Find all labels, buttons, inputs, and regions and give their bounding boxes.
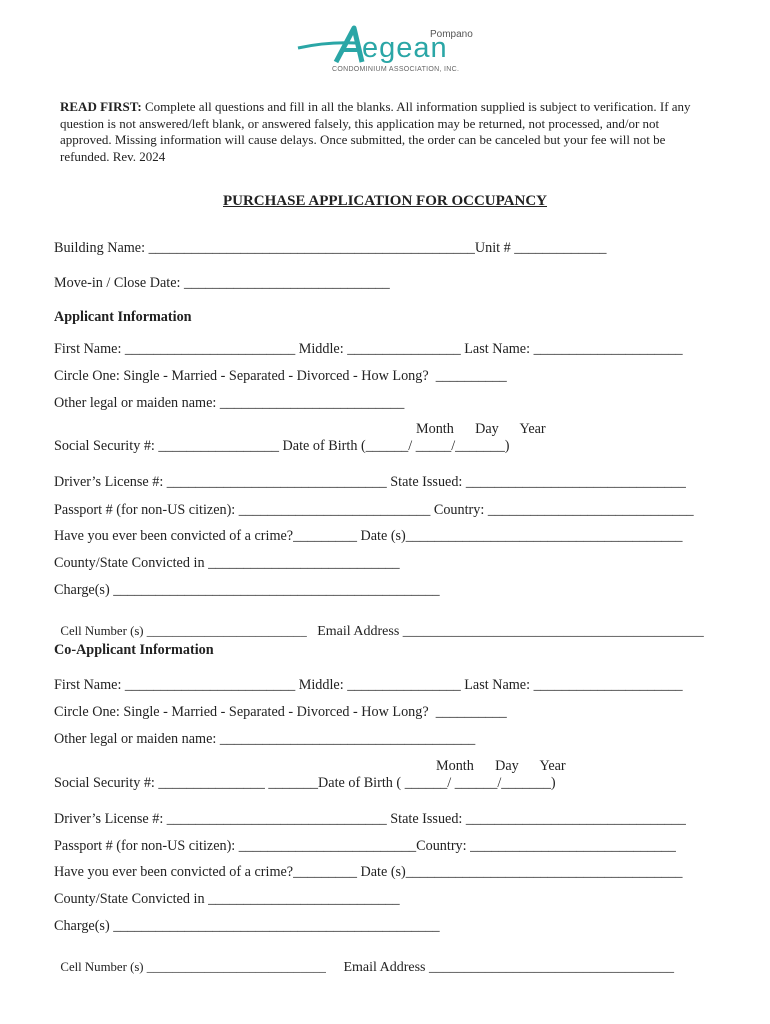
coapplicant-passport-field[interactable]: Passport # (for non-US citizen): _________________________Country: _____________________________ — [54, 838, 676, 854]
aegean-logo — [296, 22, 476, 77]
coapplicant-email-field[interactable]: Email Address ___________________________________ — [325, 960, 674, 975]
coapplicant-charges-field[interactable]: Charge(s) ______________________________________________ — [54, 918, 440, 934]
logo-subtitle-text: CONDOMINIUM ASSOCIATION, INC. — [332, 66, 460, 73]
building-unit-field[interactable]: Building Name: ______________________________________________Unit # _____________ — [54, 240, 607, 256]
page-title: PURCHASE APPLICATION FOR OCCUPANCY — [222, 193, 548, 209]
applicant-legal-name-field[interactable]: Other legal or maiden name: __________________________ — [54, 395, 405, 411]
applicant-date-header: Month Day Year — [416, 421, 546, 437]
coapplicant-marital-field[interactable]: Circle One: Single - Married - Separated - Divorced - How Long? __________ — [54, 704, 507, 720]
applicant-crime-field[interactable]: Have you ever been convicted of a crime?_________ Date (s)_______________________________________ — [54, 528, 683, 544]
read-first-label: READ FIRST: — [60, 99, 142, 114]
coapplicant-license-field[interactable]: Driver’s License #: _______________________________ State Issued: _______________________________ — [54, 811, 686, 827]
applicant-ssn-dob-field[interactable]: Social Security #: _________________ Date of Birth (______/ _____/_______) — [54, 438, 510, 454]
applicant-license-field[interactable]: Driver’s License #: _______________________________ State Issued: _______________________________ — [54, 474, 686, 490]
logo-top-text: Pompano — [430, 29, 473, 40]
coapplicant-legal-name-field[interactable]: Other legal or maiden name: ____________________________________ — [54, 731, 476, 747]
coapplicant-date-header: Month Day Year — [436, 758, 566, 774]
movein-date-field[interactable]: Move-in / Close Date: _____________________________ — [54, 275, 390, 291]
applicant-marital-field[interactable]: Circle One: Single - Married - Separated - Divorced - How Long? __________ — [54, 368, 507, 384]
logo-name-text: egean — [362, 32, 448, 64]
applicant-passport-field[interactable]: Passport # (for non-US citizen): ___________________________ Country: _____________________________ — [54, 502, 694, 518]
coapplicant-name-field[interactable]: First Name: ________________________ Middle: ________________ Last Name: _____________________ — [54, 677, 683, 693]
read-first-text: Complete all questions and fill in all the blanks. All information supplied is subject to verification. If any question is not answered/left blank, or answered falsely, this application may be returned, not processed, and/or not approved. Missing information will cause delays. Once submitted, the order can be canceled but your fee will not be refunded. Rev. 2024 — [60, 99, 691, 164]
coapplicant-county-field[interactable]: County/State Convicted in ___________________________ — [54, 891, 400, 907]
applicant-email-field[interactable]: Email Address ___________________________________________ — [306, 624, 704, 639]
coapplicant-ssn-dob-field[interactable]: Social Security #: _______________ _______Date of Birth ( ______/ ______/_______) — [54, 775, 556, 791]
coapplicant-cell-field[interactable]: Cell Number (s) ____________________________ — [60, 960, 326, 974]
coapplicant-contact-row — [54, 945, 674, 976]
applicant-county-field[interactable]: County/State Convicted in ___________________________ — [54, 555, 400, 571]
applicant-heading: Applicant Information — [54, 309, 192, 325]
applicant-name-field[interactable]: First Name: ________________________ Middle: ________________ Last Name: _____________________ — [54, 341, 683, 357]
applicant-cell-field[interactable]: Cell Number (s) _________________________ — [60, 624, 307, 638]
read-first-notice — [60, 99, 710, 165]
applicant-charges-field[interactable]: Charge(s) ______________________________________________ — [54, 582, 440, 598]
applicant-contact-row — [54, 609, 704, 640]
coapplicant-heading: Co-Applicant Information — [54, 642, 214, 658]
coapplicant-crime-field[interactable]: Have you ever been convicted of a crime?_________ Date (s)_______________________________________ — [54, 864, 683, 880]
